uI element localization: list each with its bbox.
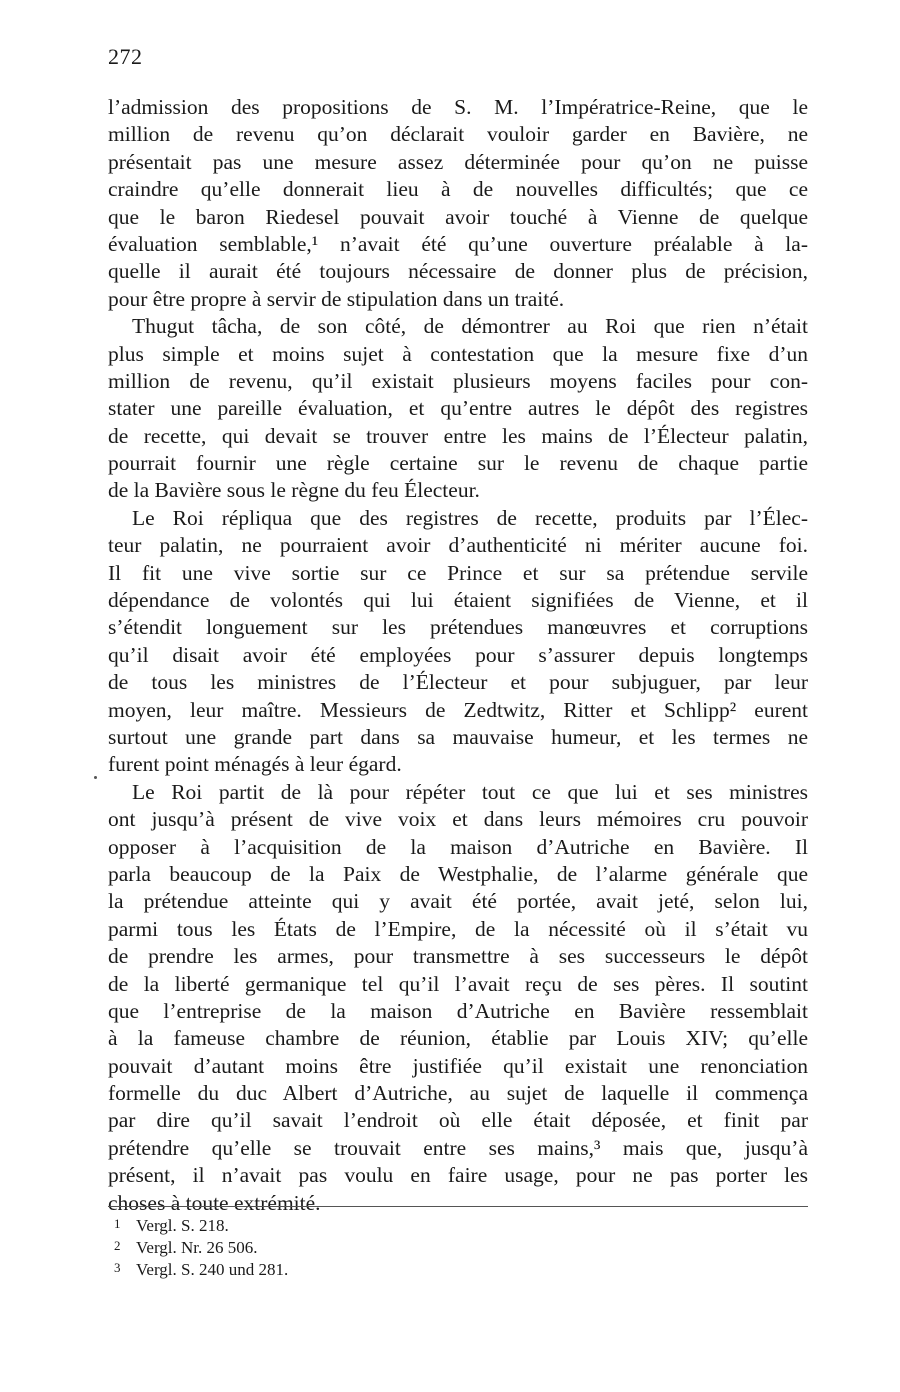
text-line: Il fit une vive sortie sur ce Prince et sur sa prétendue servile: [108, 560, 808, 585]
text-line: opposer à l’acquisition de la maison d’Autriche en Bavière. Il: [108, 834, 808, 859]
text-line: par dire qu’il savait l’endroit où elle était déposée, et finit par: [108, 1108, 808, 1133]
body-text: [108, 94, 808, 1217]
text-line: million de revenu, qu’il existait plusieurs moyens faciles pour con-: [108, 368, 808, 393]
text-line: que l’entreprise de la maison d’Autriche en Bavière ressemblait: [108, 998, 808, 1023]
margin-mark: [94, 776, 97, 779]
text-line: furent point ménagés à leur égard.: [108, 752, 402, 777]
footnote-text: Vergl. Nr. 26 506.: [136, 1238, 258, 1257]
text-line: craindre qu’elle donnerait lieu à de nouvelles difficultés; que ce: [108, 177, 808, 202]
text-line: parmi tous les États de l’Empire, de la nécessité où il s’était vu: [108, 916, 808, 941]
text-line: stater une pareille évaluation, et qu’entre autres le dépôt des registres: [108, 396, 808, 421]
footnote-marker: 3: [114, 1260, 121, 1275]
text-line: présent, il n’avait pas voulu en faire usage, pour ne pas porter les: [108, 1163, 808, 1188]
text-line: choses à toute extrémité.: [108, 1190, 321, 1215]
text-line: de tous les ministres de l’Électeur et pour subjuguer, par leur: [108, 670, 808, 695]
text-line: de la Bavière sous le règne du feu Électeur.: [108, 478, 480, 503]
text-line: à la fameuse chambre de réunion, établie par Louis XIV; qu’elle: [108, 1026, 808, 1051]
footnote-marker: 1: [114, 1216, 121, 1231]
text-line: pourrait fournir une règle certaine sur le revenu de chaque partie: [108, 451, 808, 476]
text-line: plus simple et moins sujet à contestation que la mesure fixe d’un: [108, 341, 808, 366]
text-line: de recette, qui devait se trouver entre les mains de l’Électeur palatin,: [108, 423, 808, 448]
footnotes: [114, 1213, 714, 1279]
text-line: pouvait d’autant moins être justifiée qu’il existait une renonciation: [108, 1053, 808, 1078]
footnote: [114, 1257, 714, 1279]
text-line: qu’il disait avoir été employées pour s’assurer depuis longtemps: [108, 642, 808, 667]
text-line: formelle du duc Albert d’Autriche, au sujet de laquelle il commença: [108, 1081, 808, 1106]
text-line: évaluation semblable,¹ n’avait été qu’une ouverture préalable à la-: [108, 231, 808, 256]
footnote: [114, 1235, 714, 1257]
text-line: parla beaucoup de la Paix de Westphalie, de l’alarme générale que: [108, 861, 808, 886]
text-line: Le Roi partit de là pour répéter tout ce que lui et ses ministres: [132, 779, 808, 804]
footnote: [114, 1213, 714, 1235]
text-line: de prendre les armes, pour transmettre à ses successeurs le dépôt: [108, 944, 808, 969]
text-line: ont jusqu’à présent de vive voix et dans leurs mémoires cru pouvoir: [108, 807, 808, 832]
text-line: la prétendue atteinte qui y avait été portée, avait jeté, selon lui,: [108, 889, 808, 914]
text-line: que le baron Riedesel pouvait avoir touché à Vienne de quelque: [108, 204, 808, 229]
footnote-text: Vergl. S. 218.: [136, 1216, 229, 1235]
text-line: l’admission des propositions de S. M. l’Impératrice-Reine, que le: [108, 95, 808, 119]
text-line: teur palatin, ne pourraient avoir d’authenticité ni mériter aucune foi.: [108, 533, 808, 558]
page-number: 272: [108, 44, 143, 69]
text-line: pour être propre à servir de stipulation dans un traité.: [108, 286, 565, 311]
text-line: moyen, leur maître. Messieurs de Zedtwitz, Ritter et Schlipp² eurent: [108, 697, 808, 722]
text-line: présentait pas une mesure assez déterminée pour qu’on ne puisse: [108, 149, 808, 174]
text-line: Le Roi répliqua que des registres de recette, produits par l’Élec-: [132, 505, 808, 530]
text-line: million de revenu qu’on déclarait vouloir garder en Bavière, ne: [108, 122, 808, 147]
footnote-marker: 2: [114, 1238, 121, 1253]
text-line: Thugut tâcha, de son côté, de démontrer au Roi que rien n’était: [132, 314, 808, 339]
text-line: quelle il aurait été toujours nécessaire de donner plus de précision,: [108, 259, 808, 284]
text-line: s’étendit longuement sur les prétendues manœuvres et corruptions: [108, 615, 808, 640]
footnote-text: Vergl. S. 240 und 281.: [136, 1260, 289, 1279]
text-line: de la liberté germanique tel qu’il l’avait reçu de ses pères. Il soutint: [108, 971, 808, 996]
footnote-divider: [108, 1206, 808, 1207]
text-line: surtout une grande part dans sa mauvaise humeur, et les termes ne: [108, 724, 808, 749]
text-line: dépendance de volontés qui lui étaient signifiées de Vienne, et il: [108, 588, 808, 613]
text-line: prétendre qu’elle se trouvait entre ses mains,³ mais que, jusqu’à: [108, 1135, 808, 1160]
